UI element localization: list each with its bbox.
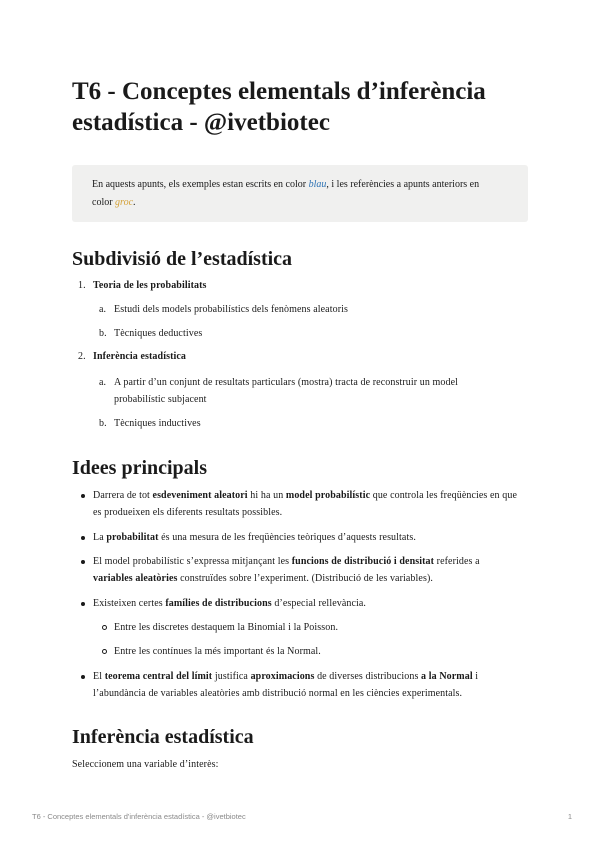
page-number: 1 (567, 812, 572, 821)
paragraph: Seleccionem una variable d’interès: (72, 759, 219, 770)
list-item: 1. Teoria de les probabilitats (78, 280, 207, 291)
list-item: a. Estudi dels models probabilístics dels fenòmens aleatoris (99, 304, 348, 315)
bullet-icon (81, 602, 85, 606)
bullet-icon (81, 536, 85, 540)
bullet-icon (81, 675, 85, 679)
list-item: La probabilitat és una mesura de les freqüències teòriques d’aquests resultats. (93, 529, 518, 546)
list-item: El model probabilístic s’expressa mitjançant les funcions de distribució i densitat referides a variables aleatòries construïdes sobre l’experiment. (Distribució de les variables). (93, 553, 518, 587)
page-title: T6 - Conceptes elementals d’inferència estadística - @ivetbiotec (72, 78, 486, 136)
list-item: a. A partir d’un conjunt de resultats particulars (mostra) tracta de reconstruir un model probabilístic subjacent (99, 377, 459, 405)
color-example-blue: blau (308, 179, 327, 190)
list-item: Darrera de tot esdeveniment aleatori hi ha un model probabilístic que controla les freqüències en que es produeixen els diferents resultats possibles. (93, 487, 518, 521)
list-item: Entre les discretes destaquem la Binomial i la Poisson. (114, 619, 519, 636)
list-item: Existeixen certes famílies de distribucions d’especial rellevància. (93, 595, 518, 612)
list-item: Entre les contínues la més important és la Normal. (114, 643, 519, 660)
footer-text: T6 - Conceptes elementals d'inferència estadística - @ivetbiotec (32, 812, 246, 821)
color-example-yellow: groc (115, 197, 134, 208)
page-footer (32, 812, 572, 821)
bullet-icon (81, 494, 85, 498)
list-item: b. Tècniques deductives (99, 328, 203, 339)
section-heading-inferencia: Inferència estadística (72, 726, 254, 748)
section-heading-idees: Idees principals (72, 457, 208, 479)
sub-bullet-icon (102, 649, 107, 654)
section-heading-subdivisio: Subdivisió de l’estadística (72, 248, 293, 270)
sub-bullet-icon (102, 625, 107, 630)
list-item: El teorema central del límit justifica aproximacions de diverses distribucions a la Normal i l’abundància de variables aleatòries amb distribució normal en les ciències experimentals. (93, 668, 533, 702)
callout-box (72, 165, 528, 222)
list-item: 2. Inferència estadística (78, 351, 187, 362)
callout-text: En aquests apunts, els exemples estan escrits en color blau, i les referències a apunts anteriors en color groc. (92, 179, 480, 208)
list-item: b. Tècniques inductives (99, 418, 201, 429)
bullet-icon (81, 560, 85, 564)
